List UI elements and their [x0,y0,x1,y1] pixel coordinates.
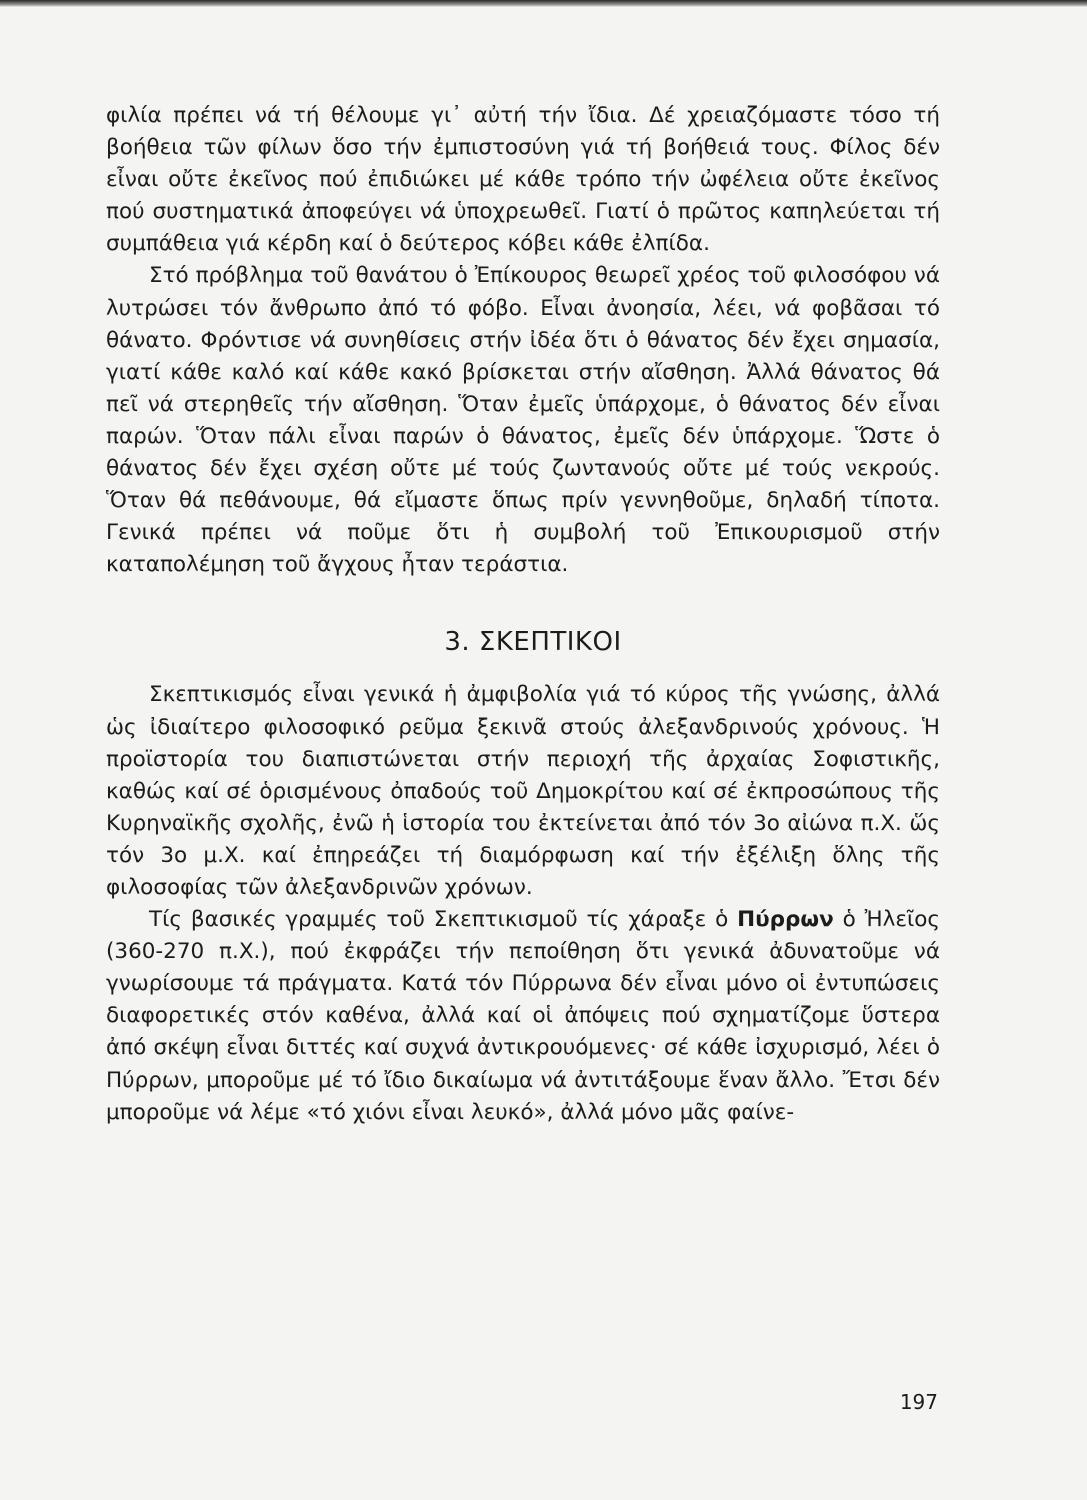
pyrrho-name: Πύρρων [737,907,834,933]
paragraph-friendship: φιλία πρέπει νά τή θέλουμε γι᾿ αὐτή τήν ἴδια. Δέ χρειαζόμαστε τόσο τή βοήθεια τῶν φίλων ὅσο τήν ἐμπιστοσύνη γιά τή βοήθειά τους. Φίλος δέν εἶναι οὔτε ἐκεῖνος πού ἐπιδιώκει μέ κάθε τρόπο τήν ὠφέλεια οὔτε ἐκεῖνος πού συστηματικά ἀποφεύγει νά ὑποχρεωθεῖ. Γιατί ὁ πρῶτος καπηλεύεται τή συμπάθεια γιά κέρδη καί ὁ δεύτερος κόβει κάθε ἐλπίδα. [106,103,940,257]
pyrrho-text-start: Τίς βασικές γραμμές τοῦ Σκεπτικισμοῦ τίς χάραξε ὁ [149,907,738,933]
paragraph-skepticism: Σκεπτικισμός εἶναι γενικά ἡ ἀμφιβολία γιά τό κύρος τῆς γνώσης, ἀλλά ὡς ἰδιαίτερο φιλοσοφικό ρεῦμα ξεκινᾶ στούς ἀλεξανδρινούς χρόνους. Ἡ προϊστορία του διαπιστώνεται στήν περιοχή τῆς ἀρχαίας Σοφιστικῆς, καθώς καί σέ ὁρισμένους ὀπαδούς τοῦ Δημοκρίτου καί σέ ἐκπροσώπους τῆς Κυρηναϊκῆς σχολῆς, ἐνῶ ἡ ἱστορία του ἐκτείνεται ἀπό τόν 3ο αἰώνα π.Χ. ὥς τόν 3ο μ.Χ. καί ἐπηρεάζει τή διαμόρφωση καί τήν ἐξέλιξη ὅλης τῆς φιλοσοφίας τῶν ἀλεξανδρινῶν χρόνων. [106,682,940,900]
section-heading: 3. ΣΚΕΠΤΙΚΟΙ [444,627,622,658]
paragraph-death: Στό πρόβλημα τοῦ θανάτου ὁ Ἐπίκουρος θεωρεῖ χρέος τοῦ φιλοσόφου νά λυτρώσει τόν ἄνθρωπο ἀπό τό φόβο. Εἶναι ἀνοησία, λέει, νά φοβᾶσαι τό θάνατο. Φρόντισε νά συνηθίσεις στήν ἰδέα ὅτι ὁ θάνατος δέν ἔχει σημασία, γιατί κάθε καλό καί κάθε κακό βρίσκεται στήν αἴσθηση. Ἀλλά θάνατος θά πεῖ νά στερηθεῖς τήν αἴσθηση. Ὅταν ἐμεῖς ὑπάρχομε, ὁ θάνατος δέν εἶναι παρών. Ὅταν πάλι εἶναι παρών ὁ θάνατος, ἐμεῖς δέν ὑπάρχομε. Ὥστε ὁ θάνατος δέν ἔχει σχέση οὔτε μέ τούς ζωντανούς οὔτε μέ τούς νεκρούς. Ὅταν θά πεθάνουμε, θά εἴμαστε ὅπως πρίν γεννηθοῦμε, δηλαδή τίποτα. Γενικά πρέπει νά ποῦμε ὅτι ἡ συμβολή τοῦ Ἐπικουρισμοῦ στήν καταπολέμηση τοῦ ἄγχους ἦταν τεράστια. [106,263,940,578]
pyrrho-text-rest: ὁ Ἠλεῖος (360-270 π.Χ.), πού ἐκφράζει τήν πεποίθηση ὅτι γενικά ἀδυνατοῦμε νά γνωρίσουμε τά πράγματα. Κατά τόν Πύρρωνα δέν εἶναι μόνο οἱ ἐντυπώσεις διαφορετικές στόν καθένα, ἀλλά καί οἱ ἀπόψεις πού σχηματίζομε ὕστερα ἀπό σκέψη εἶναι διττές καί συχνά ἀντικρουόμενες· σέ κάθε ἰσχυρισμό, λέει ὁ Πύρρων, μποροῦμε μέ τό ἴδιο δικαίωμα νά ἀντιτάξουμε ἕναν ἄλλο. Ἔτσι δέν μποροῦμε νά λέμε «τό χιόνι εἶναι λευκό», ἀλλά μόνο μᾶς φαίνε- [106,907,940,1125]
page-number: 197 [899,1390,938,1414]
scan-top-edge [0,0,1087,7]
book-page-text [106,100,940,1129]
paragraph-pyrrho [106,904,940,1129]
